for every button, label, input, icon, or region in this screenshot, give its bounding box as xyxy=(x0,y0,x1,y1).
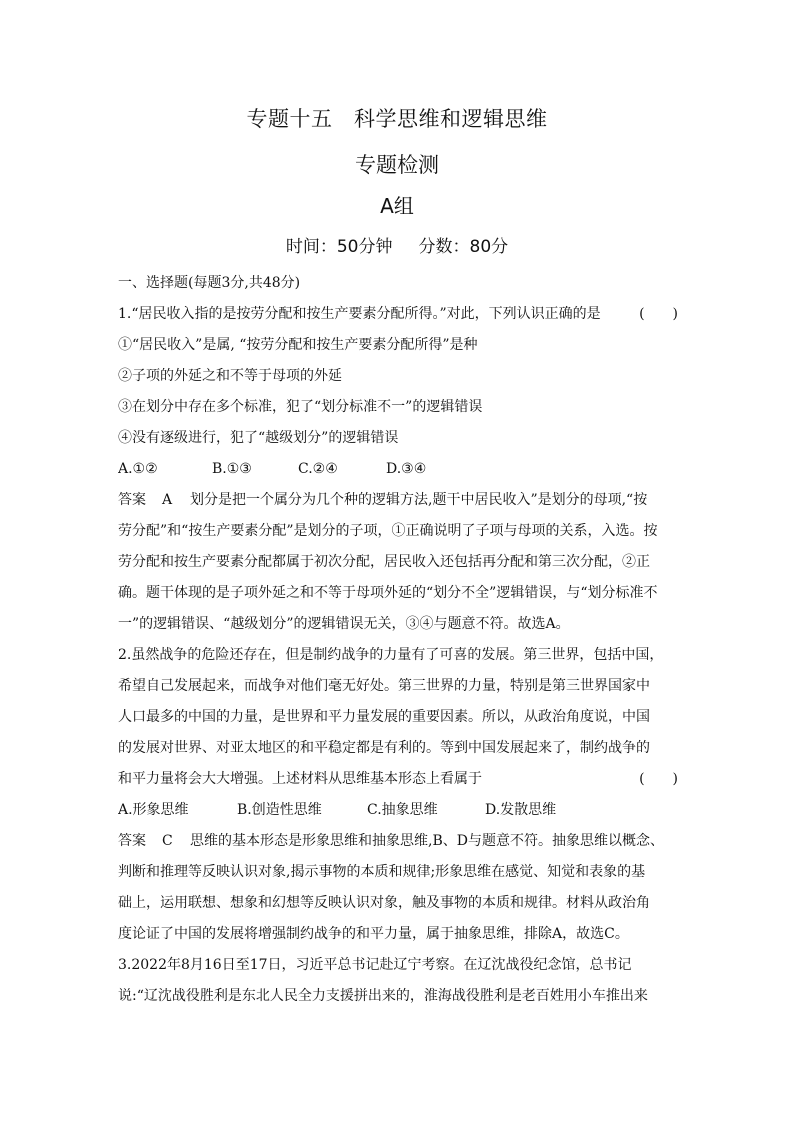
q1-item: ①“居民收入”是属, “按劳分配和按生产要素分配所得”是种 xyxy=(118,337,478,353)
time-limit: 时间：50分钟 xyxy=(285,237,393,257)
q1-explanation-line: 确。题干体现的是子项外延之和不等于母项外延的“划分不全”逻辑错误，与“划分标准不 xyxy=(118,585,658,601)
q2-option-b: B.创造性思维 xyxy=(237,802,322,818)
q2-explanation-line: 判断和推理等反映认识对象,揭示事物的本质和规律;形象思维在感觉、知觉和表象的基 xyxy=(118,864,646,880)
q1-explanation-line: 劳分配和按生产要素分配都属于初次分配，居民收入还包括再分配和第三次分配，②正 xyxy=(118,554,650,570)
q2-answer-paren: ( ) xyxy=(639,771,678,787)
answer-label: 答案 xyxy=(118,492,146,508)
q2-stem-line: 希望自己发展起来，而战争对他们毫无好处。第三世界的力量，特别是第三世界国家中 xyxy=(118,678,650,694)
q2-explanation-line: 度论证了中国的发展将增强制约战争的和平力量，属于抽象思维，排除A，故选C。 xyxy=(118,926,629,942)
q1-stem xyxy=(118,299,678,330)
total-score: 分数：80分 xyxy=(418,237,509,257)
q1-options xyxy=(118,454,678,485)
q2-option-c: C.抽象思维 xyxy=(367,802,438,818)
q3-stem-line: 3.2022年8月16日至17日，习近平总书记赴辽宁考察。在辽沈战役纪念馆，总书记 xyxy=(118,957,632,973)
q1-answer-paren: ( ) xyxy=(639,306,678,322)
answer-label: 答案 xyxy=(118,833,146,849)
exam-meta xyxy=(0,232,794,257)
q2-options xyxy=(118,795,678,826)
q1-option-c: C.②④ xyxy=(298,461,338,477)
q2-answer-line xyxy=(118,826,678,857)
q2-stem-last-text: 和平力量将会大大增强。上述材料从思维基本形态上看属于 xyxy=(118,771,482,787)
group-label: A组 xyxy=(380,194,414,218)
q1-option-a: A.①② xyxy=(118,461,158,477)
q2-stem-last xyxy=(118,764,678,795)
q1-item: ③在划分中存在多个标准，犯了“划分标准不一”的逻辑错误 xyxy=(118,399,483,415)
q3-stem-line: 说:“辽沈战役胜利是东北人民全力支援拼出来的，淮海战役胜利是老百姓用小车推出来 xyxy=(118,988,648,1004)
q1-explanation-line: 一”的逻辑错误、“越级划分”的逻辑错误无关，③④与题意不符。故选A。 xyxy=(118,616,570,632)
section-heading: 一、选择题(每题3分,共48分) xyxy=(118,275,301,291)
q2-explanation-line: 础上，运用联想、想象和幻想等反映认识对象，触及事物的本质和规律。材料从政治角 xyxy=(118,895,650,911)
q2-option-a: A.形象思维 xyxy=(118,802,189,818)
q1-item: ②子项的外延之和不等于母项的外延 xyxy=(118,368,342,384)
q1-option-b: B.①③ xyxy=(212,461,252,477)
q2-explanation-line: 思维的基本形态是形象思维和抽象思维,B、D与题意不符。抽象思维以概念、 xyxy=(190,833,664,849)
q1-explanation-line: 划分是把一个属分为几个种的逻辑方法,题干中居民收入”是划分的母项,“按 xyxy=(190,492,648,508)
q1-answer-letter: A xyxy=(162,492,173,508)
q2-option-d: D.发散思维 xyxy=(485,802,557,818)
page-subtitle: 专题检测 xyxy=(355,153,439,177)
page-title: 专题十五 科学思维和逻辑思维 xyxy=(246,107,548,131)
q2-stem-line: 人口最多的中国的力量，是世界和平力量发展的重要因素。所以，从政治角度说，中国 xyxy=(118,709,650,725)
q2-stem-line: 的发展对世界、对亚太地区的和平稳定都是有利的。等到中国发展起来了，制约战争的 xyxy=(118,740,650,756)
q1-answer-line xyxy=(118,485,678,516)
question-body xyxy=(118,268,678,1012)
q1-explanation-line: 劳分配”和“按生产要素分配”是划分的子项，①正确说明了子项与母项的关系，入选。按 xyxy=(118,523,658,539)
q1-stem-text: 1.“居民收入指的是按劳分配和按生产要素分配所得。”对此，下列认识正确的是 xyxy=(118,306,601,322)
q1-option-d: D.③④ xyxy=(386,461,427,477)
q1-item: ④没有逐级进行，犯了“越级划分”的逻辑错误 xyxy=(118,430,399,446)
q2-answer-letter: C xyxy=(162,833,173,849)
q2-stem-line: 2.虽然战争的危险还存在，但是制约战争的力量有了可喜的发展。第三世界，包括中国， xyxy=(118,647,664,663)
